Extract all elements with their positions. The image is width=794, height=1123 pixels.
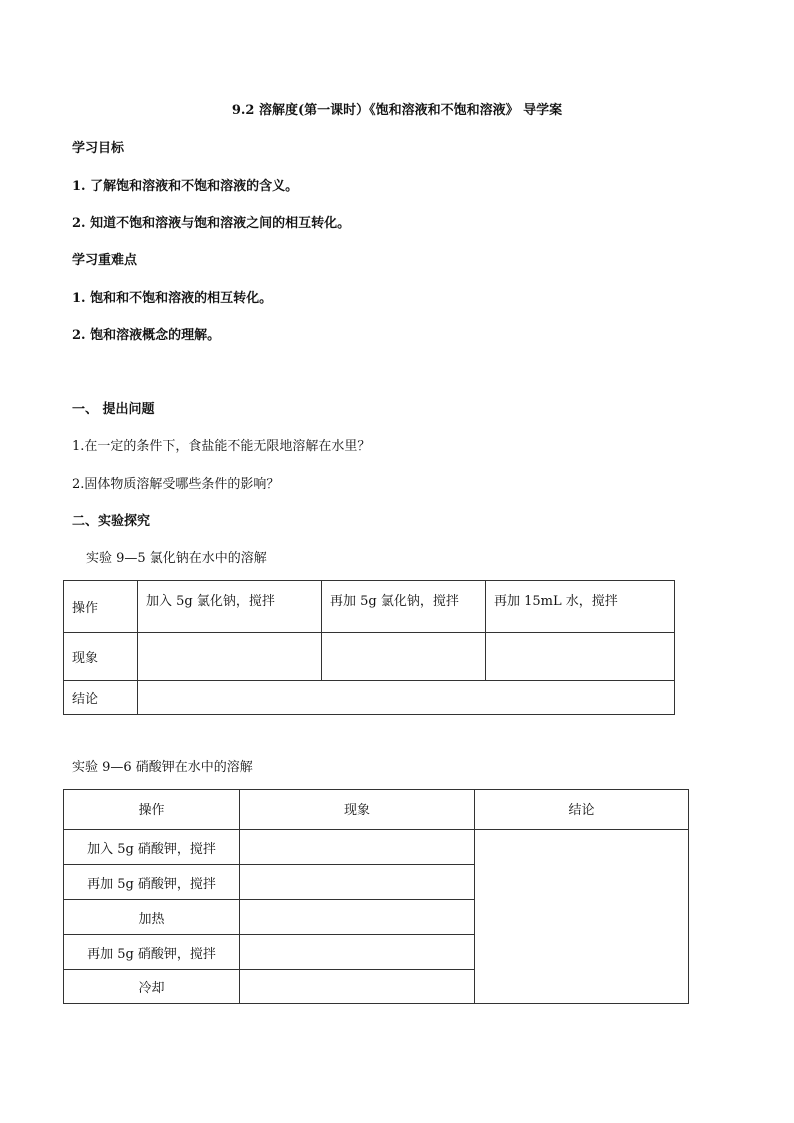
phenomenon-cell[interactable] xyxy=(240,970,475,1004)
phenomenon-cell[interactable] xyxy=(240,830,475,865)
conclusion-cell[interactable] xyxy=(475,830,689,1004)
key-point-item: 1. 饱和和不饱和溶液的相互转化。 xyxy=(72,291,273,306)
operation-cell: 加入 5g 硝酸钾，搅拌 xyxy=(64,830,240,865)
section2-heading: 二、实验探究 xyxy=(72,514,151,529)
phenomenon-cell[interactable] xyxy=(240,935,475,970)
table-row xyxy=(64,681,675,715)
operation-cell: 再加 5g 硝酸钾，搅拌 xyxy=(64,865,240,900)
phenomenon-cell[interactable] xyxy=(486,633,675,681)
table-row xyxy=(64,633,675,681)
operation-cell: 再加 5g 硝酸钾，搅拌 xyxy=(64,935,240,970)
phenomenon-cell[interactable] xyxy=(138,633,322,681)
experiment-2-caption: 实验 9—6 硝酸钾在水中的溶解 xyxy=(72,760,253,775)
objective-item: 1. 了解饱和溶液和不饱和溶液的含义。 xyxy=(72,179,299,194)
header-conclusion: 结论 xyxy=(475,790,689,830)
operation-cell: 冷却 xyxy=(64,970,240,1004)
key-points-heading: 学习重难点 xyxy=(72,253,138,268)
experiment-1-table xyxy=(63,580,675,715)
question-item: 1.在一定的条件下，食盐能不能无限地溶解在水里？ xyxy=(72,439,371,454)
experiment-1-caption: 实验 9—5 氯化钠在水中的溶解 xyxy=(86,551,267,566)
page-title: 9.2 溶解度(第一课时）《饱和溶液和不饱和溶液》 导学案 xyxy=(231,103,563,118)
key-point-item: 2. 饱和溶液概念的理解。 xyxy=(72,328,221,343)
question-item: 2.固体物质溶解受哪些条件的影响？ xyxy=(72,477,280,492)
table-row xyxy=(64,581,675,633)
operation-cell: 加热 xyxy=(64,900,240,935)
objective-item: 2. 知道不饱和溶液与饱和溶液之间的相互转化。 xyxy=(72,216,351,231)
operation-cell: 再加 15mL 水，搅拌 xyxy=(486,581,675,633)
section1-heading: 一、 提出问题 xyxy=(72,402,155,417)
row-label-conclusion: 结论 xyxy=(64,681,138,715)
phenomenon-cell[interactable] xyxy=(322,633,486,681)
objectives-heading: 学习目标 xyxy=(72,141,125,156)
operation-cell: 加入 5g 氯化钠，搅拌 xyxy=(138,581,322,633)
table-row xyxy=(64,830,689,865)
phenomenon-cell[interactable] xyxy=(240,865,475,900)
conclusion-cell[interactable] xyxy=(138,681,675,715)
experiment-2-table xyxy=(63,789,689,1004)
header-operation: 操作 xyxy=(64,790,240,830)
table-header-row xyxy=(64,790,689,830)
operation-cell: 再加 5g 氯化钠，搅拌 xyxy=(322,581,486,633)
row-label-phenomenon: 现象 xyxy=(64,633,138,681)
row-label-operation: 操作 xyxy=(64,581,138,633)
phenomenon-cell[interactable] xyxy=(240,900,475,935)
header-phenomenon: 现象 xyxy=(240,790,475,830)
